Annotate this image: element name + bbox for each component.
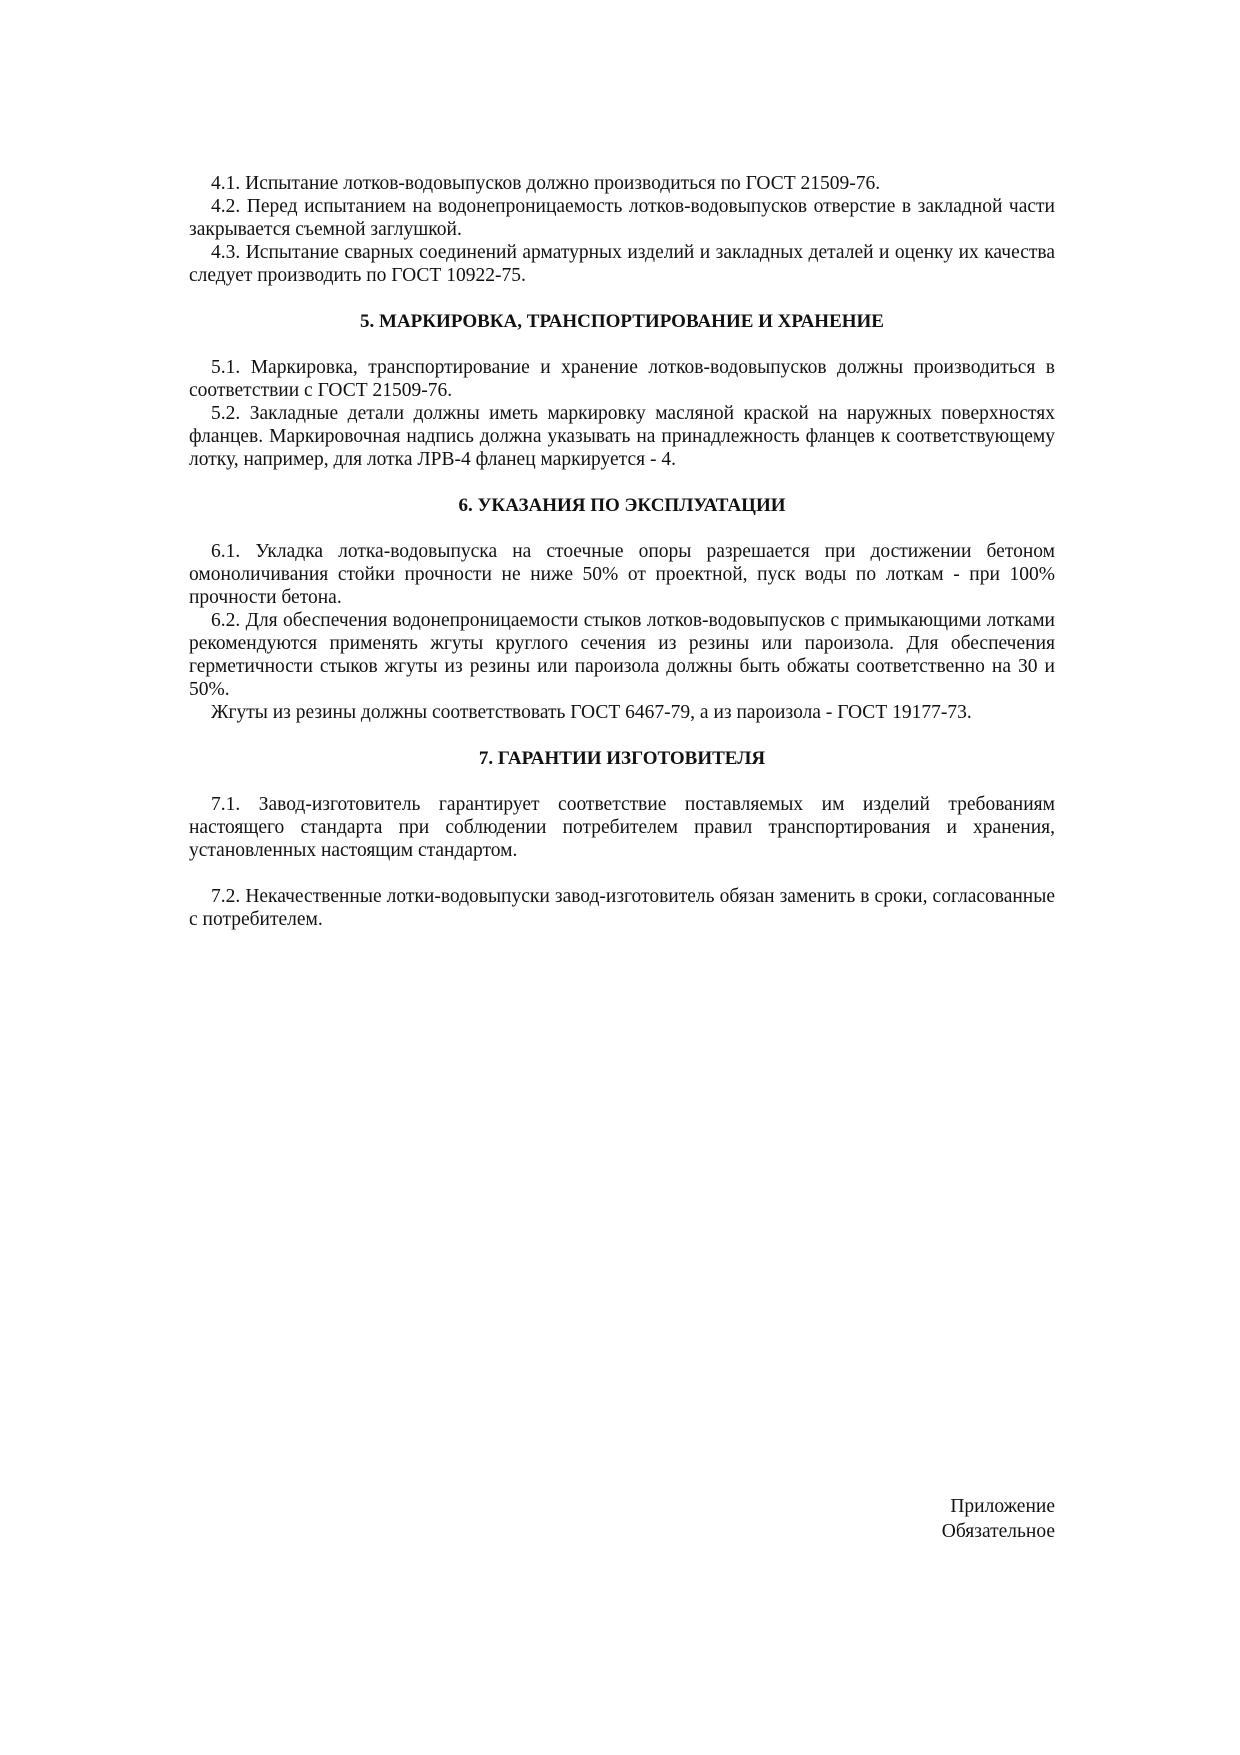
section-7-heading: 7. ГАРАНТИИ ИЗГОТОВИТЕЛЯ — [478, 748, 766, 769]
appendix-line-2: Обязательное — [941, 1521, 1055, 1542]
section-4 — [189, 172, 1055, 287]
section-5-heading: 5. МАРКИРОВКА, ТРАНСПОРТИРОВАНИЕ И ХРАНЕНИЕ — [360, 311, 884, 332]
appendix-label — [942, 1494, 1055, 1544]
paragraph-7-2: 7.2. Некачественные лотки-водовыпуски завод-изготовитель обязан заменить в сроки, согласованные с потребителем. — [189, 886, 1055, 930]
section-7 — [189, 793, 1055, 931]
paragraph-6-1: 6.1. Укладка лотка-водовыпуска на стоечные опоры разрешается при достижении бетоном омоноличивания стойки прочности не ниже 50% от проектной, пуск воды по лоткам - при 100% прочности бетона. — [189, 541, 1055, 608]
paragraph-5-2: 5.2. Закладные детали должны иметь маркировку масляной краской на наружных поверхностях фланцев. Маркировочная надпись должна указывать на принадлежность фланцев к соответствующему лотку, например, для лотка ЛРВ-4 фланец маркируется - 4. — [189, 403, 1055, 470]
paragraph-6-2: 6.2. Для обеспечения водонепроницаемости стыков лотков-водовыпусков с примыкающими лотками рекомендуются применять жгуты круглого сечения из резины или пароизола. Для обеспечения герметичности стыков жгуты из резины или пароизола должны быть обжаты соответственно на 30 и 50%. — [189, 610, 1055, 700]
appendix-line-1: Приложение — [950, 1496, 1055, 1517]
paragraph-4-3: 4.3. Испытание сварных соединений арматурных изделий и закладных деталей и оценку их качества следует производить по ГОСТ 10922-75. — [189, 242, 1055, 286]
paragraph-7-1: 7.1. Завод-изготовитель гарантирует соответствие поставляемых им изделий требованиям настоящего стандарта при соблюдении потребителем правил транспортирования и хранения, установленных настоящим стандартом. — [189, 794, 1055, 861]
paragraph-4-1: 4.1. Испытание лотков-водовыпусков должно производиться по ГОСТ 21509-76. — [211, 173, 881, 194]
section-6 — [189, 540, 1055, 724]
section-6-heading: 6. УКАЗАНИЯ ПО ЭКСПЛУАТАЦИИ — [458, 495, 786, 516]
paragraph-5-1: 5.1. Маркировка, транспортирование и хранение лотков-водовыпусков должны производиться в соответствии с ГОСТ 21509-76. — [189, 357, 1055, 401]
section-5 — [189, 356, 1055, 471]
document-body — [189, 172, 1055, 931]
paragraph-4-2: 4.2. Перед испытанием на водонепроницаемость лотков-водовыпусков отверстие в закладной части закрывается съемной заглушкой. — [189, 196, 1055, 240]
paragraph-6-3: Жгуты из резины должны соответствовать ГОСТ 6467-79, а из пароизола - ГОСТ 19177-73. — [211, 702, 972, 723]
